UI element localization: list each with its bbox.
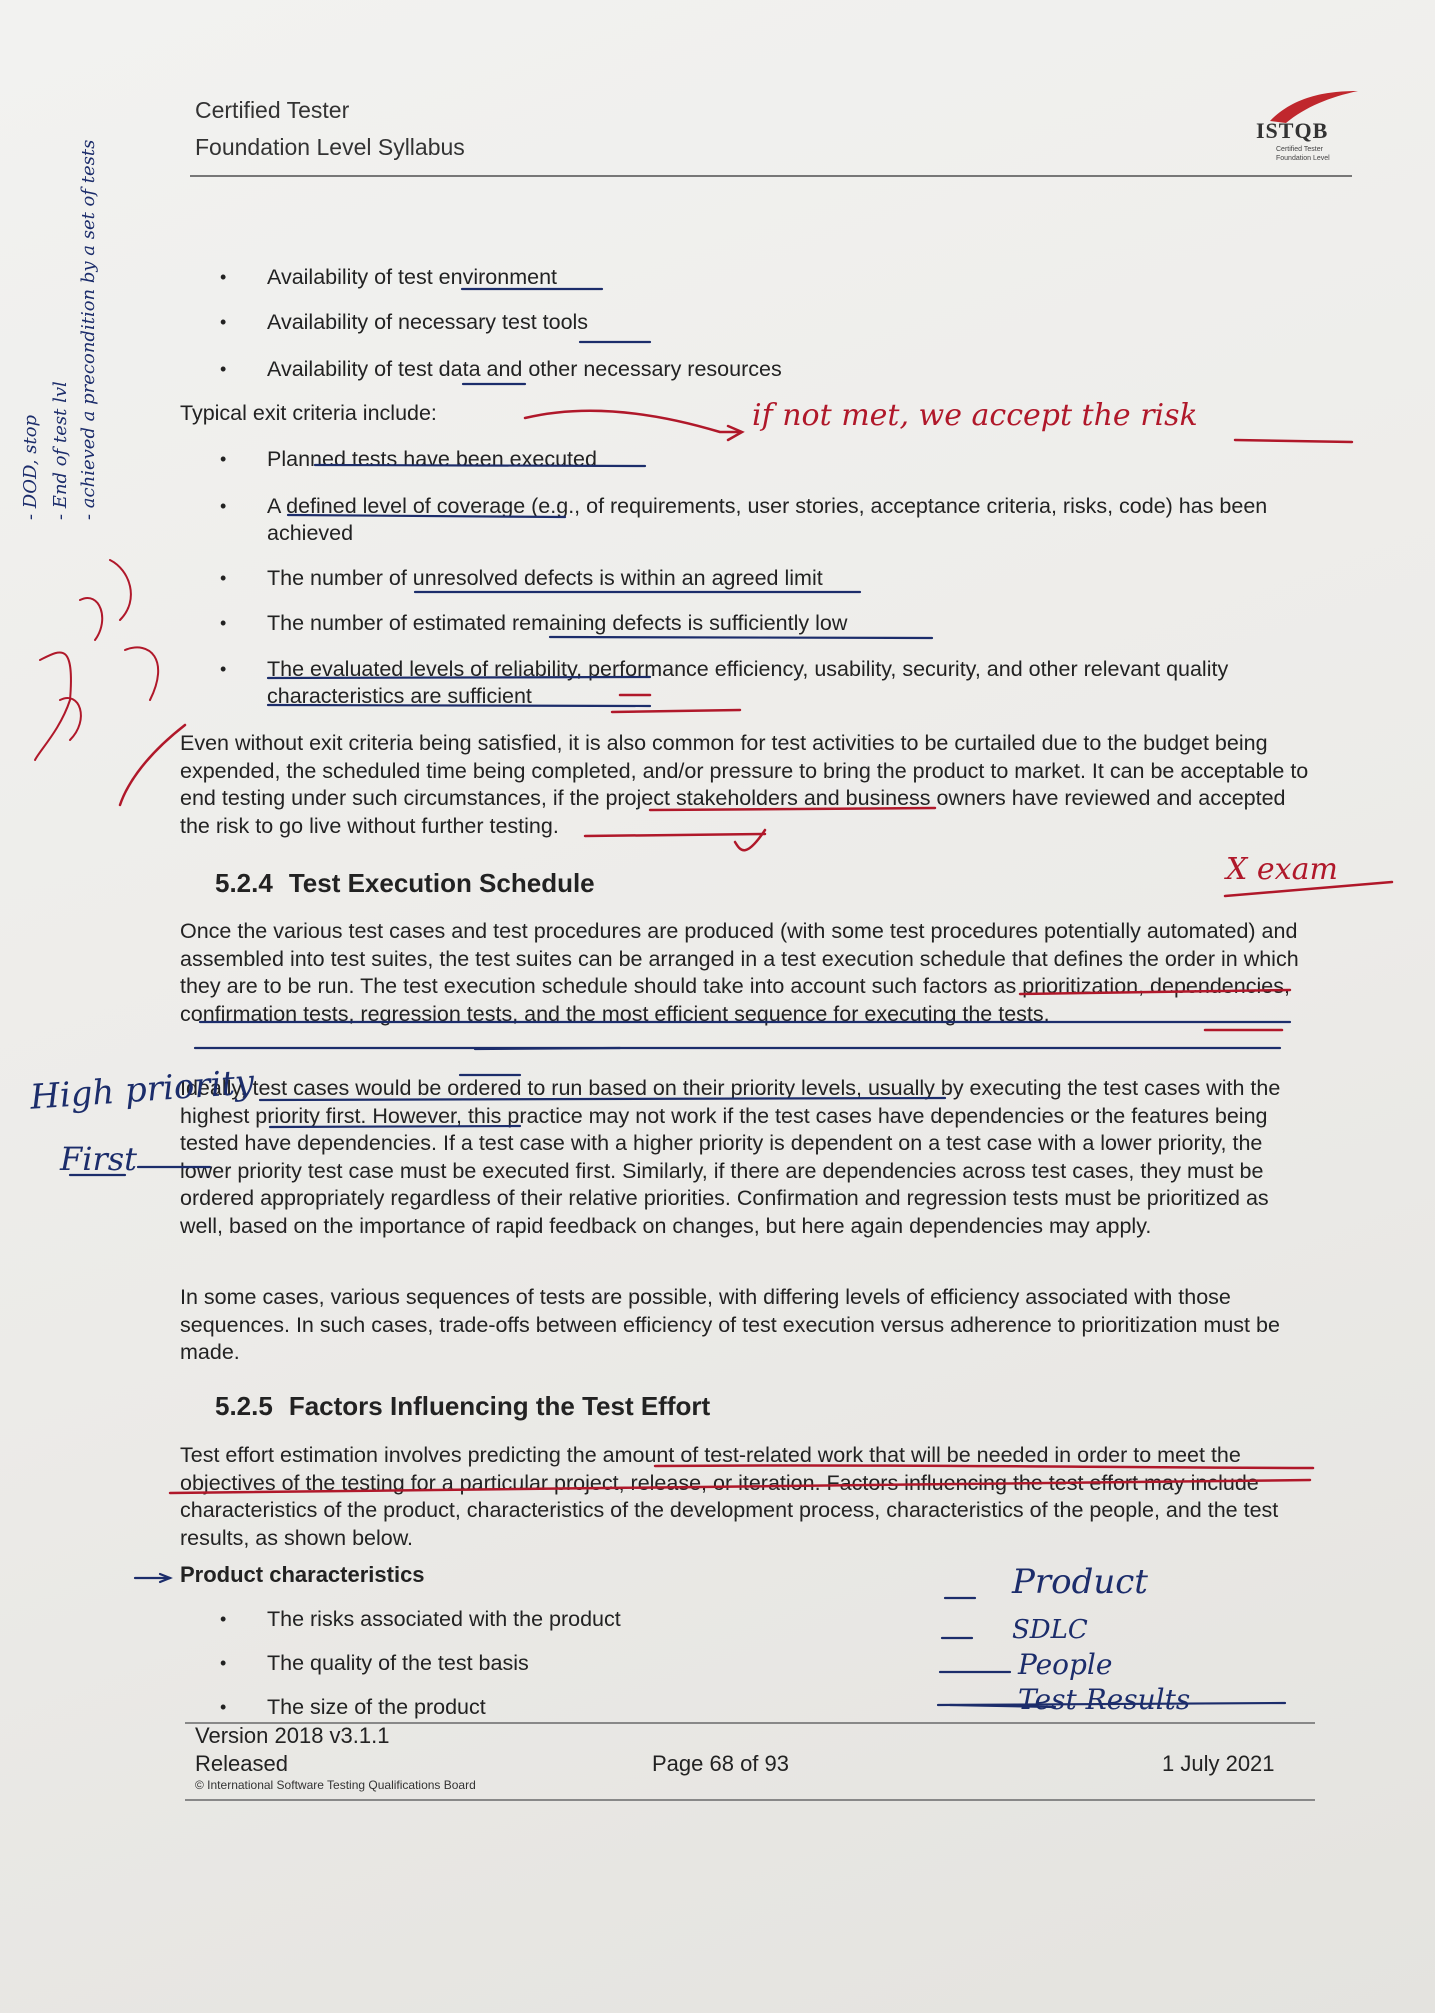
header-line-2: Foundation Level Syllabus <box>195 134 465 160</box>
handwritten-priority-note: High priority <box>28 1062 256 1118</box>
list-item: • Availability of test data and other necessary resources <box>220 356 1320 383</box>
handwritten-factor-product: Product <box>1012 1562 1148 1602</box>
header-line-1: Certified Tester <box>195 97 350 123</box>
handwritten-margin-note-3: - achieved a precondition by a set of tests <box>78 139 99 520</box>
list-item: • The number of unresolved defects is within an agreed limit <box>220 565 1320 592</box>
logo-subtitle-1: Certified Tester <box>1276 146 1323 153</box>
list-item: • Availability of test environment <box>220 264 1320 291</box>
list-item: • The risks associated with the product <box>220 1606 1320 1633</box>
exit-paragraph: Even without exit criteria being satisfied, it is also common for test activities to be curtailed due to the budget being expended, the scheduled time being completed, and/or pressure to bring the product to market. It can be acceptable to end testing under such circumstances, if the project stakeholders and business owners have reviewed and accepted the risk to go live without further testing. <box>180 731 1309 838</box>
section-5-2-5-paragraph-1: Test effort estimation involves predicting the amount of test-related work that will be needed in order to meet the objectives of the testing for a particular project, release, or iteration. Factors influencing the test effort may include characteristics of the product, characteristics of the development process, characteristics of the people, and the test results, as shown below. <box>180 1443 1279 1550</box>
handwritten-exam-note: X exam <box>1226 852 1338 887</box>
product-characteristics-heading: Product characteristics <box>180 1562 425 1587</box>
handwritten-factor-sdlc: SDLC <box>1012 1615 1088 1645</box>
list-item: • The quality of the test basis <box>220 1650 1320 1677</box>
handwritten-factor-people: People <box>1018 1648 1113 1681</box>
handwritten-first-note: First <box>60 1140 138 1178</box>
footer-page-number: Page 68 of 93 <box>652 1751 790 1776</box>
section-5-2-4-paragraph-2: Ideally, test cases would be ordered to run based on their priority levels, usually by executing the test cases with the highest priority first. However, this practice may not work if the test cases have dependencies or the features being tested have dependencies. If a test case with a higher priority is dependent on a test case with a lower priority, the lower priority test case must be executed first. Similarly, if there are dependencies across test cases, they must be ordered appropriately regardless of their relative priorities. Confirmation and regression tests must be prioritized as well, based on the importance of rapid feedback on changes, but here again dependencies may apply. <box>180 1076 1281 1238</box>
handwritten-margin-note-2: - End of test lvl <box>50 381 71 520</box>
footer-status: Released <box>195 1751 288 1776</box>
list-item: • The number of estimated remaining defects is sufficiently low <box>220 610 1320 637</box>
list-item: • A defined level of coverage (e.g., of requirements, user stories, acceptance criteria, risks, code) has been achieved <box>220 493 1320 547</box>
list-item: • The evaluated levels of reliability, performance efficiency, usability, security, and other relevant quality characteristics are sufficient <box>220 656 1320 710</box>
exit-criteria-intro: Typical exit criteria include: <box>180 401 437 425</box>
handwritten-exit-note: if not met, we accept the risk <box>752 398 1198 433</box>
footer-version: Version 2018 v3.1.1 <box>195 1723 390 1748</box>
handwritten-factor-test-results: Test Results <box>1018 1683 1191 1716</box>
section-heading-5-2-5: 5.2.5 Factors Influencing the Test Effort <box>215 1391 711 1421</box>
list-item: • Availability of necessary test tools <box>220 309 1320 336</box>
section-5-2-4-paragraph-1: Once the various test cases and test procedures are produced (with some test procedures potentially automated) and assembled into test suites, the test suites can be arranged in a test execution schedule that defines the order in which they are to be run. The test execution schedule should take into account such factors as prioritization, dependencies, confirmation tests, regression tests, and the most efficient sequence for executing the tests. <box>180 919 1299 1026</box>
istqb-logo-text: ISTQB <box>1256 118 1329 143</box>
list-item: • The size of the product <box>220 1694 1320 1721</box>
footer-date: 1 July 2021 <box>1162 1751 1275 1776</box>
list-item: • Planned tests have been executed <box>220 446 1320 473</box>
section-heading-5-2-4: 5.2.4 Test Execution Schedule <box>215 868 595 898</box>
section-5-2-4-paragraph-3: In some cases, various sequences of tests are possible, with differing levels of efficiency associated with those sequences. In such cases, trade-offs between efficiency of test execution versus adherence to prioritization must be made. <box>180 1285 1280 1364</box>
footer-copyright: © International Software Testing Qualifications Board <box>195 1778 476 1792</box>
handwritten-margin-note-1: - DOD, stop <box>20 414 41 520</box>
logo-subtitle-2: Foundation Level <box>1276 155 1330 162</box>
header-divider <box>190 175 1352 177</box>
